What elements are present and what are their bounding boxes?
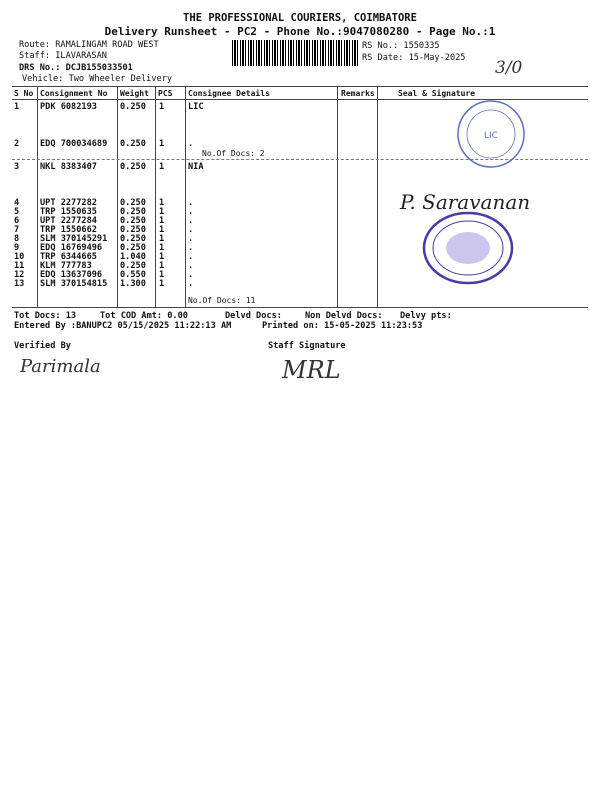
docs-note-1: No.Of Docs: 2 xyxy=(202,149,265,158)
row-pcs: 1 xyxy=(159,102,165,112)
col-sno: S No xyxy=(14,89,34,98)
row-pcs: 1 xyxy=(159,270,165,280)
row-pcs: 1 xyxy=(159,252,165,262)
row-sno: 11 xyxy=(14,261,25,271)
row-weight: 1.300 xyxy=(120,279,146,289)
row-consignee: . xyxy=(188,234,194,244)
row-pcs: 1 xyxy=(159,139,165,149)
row-consignee: . xyxy=(188,139,194,149)
staff-label: Staff: ILAVARASAN xyxy=(19,51,107,61)
row-weight: 0.550 xyxy=(120,270,146,280)
runsheet-title: Delivery Runsheet - PC2 - Phone No.:9047080280 - Page No.:1 xyxy=(104,25,496,38)
vehicle-label: Vehicle: Two Wheeler Delivery xyxy=(22,74,173,84)
row-consignee: . xyxy=(188,207,194,217)
row-pcs: 1 xyxy=(159,207,165,217)
row-consignment: EDQ 13637096 xyxy=(40,270,103,280)
row-weight: 0.250 xyxy=(120,198,146,208)
row-weight: 0.250 xyxy=(120,243,146,253)
drs-label: DRS No.: DCJB155033501 xyxy=(19,63,133,73)
verified-by-label: Verified By xyxy=(14,341,71,351)
row-consignment: KLM 777783 xyxy=(40,261,92,271)
row-consignee: NIA xyxy=(188,162,204,172)
row-weight: 0.250 xyxy=(120,102,146,112)
row-consignment: NKL 8383407 xyxy=(40,162,97,172)
row-sno: 9 xyxy=(14,243,20,253)
row-sno: 8 xyxy=(14,234,20,244)
row-pcs: 1 xyxy=(159,198,165,208)
col-weight: Weight xyxy=(120,89,149,98)
row-weight: 0.250 xyxy=(120,261,146,271)
row-sno: 4 xyxy=(14,198,20,208)
verifier-signature: Parimala xyxy=(20,356,101,377)
row-consignment: TRP 6344665 xyxy=(40,252,97,262)
row-weight: 0.250 xyxy=(120,234,146,244)
rs-date: RS Date: 15-May-2025 xyxy=(362,53,466,63)
staff-signature: MRL xyxy=(282,356,341,384)
row-weight: 0.250 xyxy=(120,207,146,217)
route-label: Route: RAMALINGAM ROAD WEST xyxy=(19,40,159,50)
row-pcs: 1 xyxy=(159,216,165,226)
row-pcs: 1 xyxy=(159,234,165,244)
row-consignment: EDQ 16769496 xyxy=(40,243,103,253)
row-consignment: SLM 370154815 xyxy=(40,279,108,289)
row-weight: 1.040 xyxy=(120,252,146,262)
seal-stamp-2 xyxy=(420,210,516,286)
row-sno: 7 xyxy=(14,225,20,235)
row-sno: 10 xyxy=(14,252,25,262)
row-weight: 0.250 xyxy=(120,139,146,149)
row-sno: 1 xyxy=(14,102,20,112)
row-consignee: LIC xyxy=(188,102,204,112)
row-pcs: 1 xyxy=(159,261,165,271)
row-consignment: PDK 6082193 xyxy=(40,102,97,112)
col-consignee: Consignee Details xyxy=(188,89,270,98)
row-pcs: 1 xyxy=(159,279,165,289)
printed-on: Printed on: 15-05-2025 11:23:53 xyxy=(262,321,423,331)
delvd-docs: Delvd Docs: xyxy=(225,311,282,321)
row-consignee: . xyxy=(188,216,194,226)
seal-stamp-1 xyxy=(455,98,527,170)
row-consignee: . xyxy=(188,198,194,208)
row-consignee: . xyxy=(188,243,194,253)
row-consignment: TRP 1550635 xyxy=(40,207,97,217)
col-remarks: Remarks xyxy=(341,89,375,98)
row-sno: 3 xyxy=(14,162,20,172)
company-title: THE PROFESSIONAL COURIERS, COIMBATORE xyxy=(183,12,417,24)
row-consignment: SLM 370145291 xyxy=(40,234,108,244)
row-pcs: 1 xyxy=(159,243,165,253)
delvy-pts: Delvy pts: xyxy=(400,311,452,321)
row-sno: 5 xyxy=(14,207,20,217)
row-consignment: EDQ 700034689 xyxy=(40,139,108,149)
rs-no: RS No.: 1550335 xyxy=(362,41,440,51)
row-consignee: . xyxy=(188,225,194,235)
row-consignment: TRP 1550662 xyxy=(40,225,97,235)
handwritten-count: 3/0 xyxy=(495,58,523,78)
entered-by: Entered By :BANUPC2 05/15/2025 11:22:13 AM xyxy=(14,321,232,331)
seal-stamp-1-text: LIC xyxy=(484,131,498,141)
row-pcs: 1 xyxy=(159,162,165,172)
row-sno: 13 xyxy=(14,279,25,289)
tot-docs: Tot Docs: 13 xyxy=(14,311,77,321)
row-sno: 2 xyxy=(14,139,20,149)
row-weight: 0.250 xyxy=(120,216,146,226)
row-consignee: . xyxy=(188,279,194,289)
staff-signature-label: Staff Signature xyxy=(268,341,346,351)
barcode xyxy=(232,40,358,66)
col-seal-signature: Seal & Signature xyxy=(398,89,476,98)
row-sno: 12 xyxy=(14,270,25,280)
row-consignment: UPT 2277284 xyxy=(40,216,97,226)
docs-note-2: No.Of Docs: 11 xyxy=(188,296,256,305)
row-weight: 0.250 xyxy=(120,225,146,235)
col-consignment: Consignment No xyxy=(40,89,108,98)
signature: P. Saravanan xyxy=(400,190,531,214)
row-consignee: . xyxy=(188,252,194,262)
non-delvd-docs: Non Delvd Docs: xyxy=(305,311,383,321)
col-pcs: PCS xyxy=(158,89,173,98)
row-consignment: UPT 2277282 xyxy=(40,198,97,208)
row-consignee: . xyxy=(188,261,194,271)
tot-cod: Tot COD Amt: 0.00 xyxy=(100,311,188,321)
row-sno: 6 xyxy=(14,216,20,226)
row-pcs: 1 xyxy=(159,225,165,235)
row-consignee: . xyxy=(188,270,194,280)
row-weight: 0.250 xyxy=(120,162,146,172)
